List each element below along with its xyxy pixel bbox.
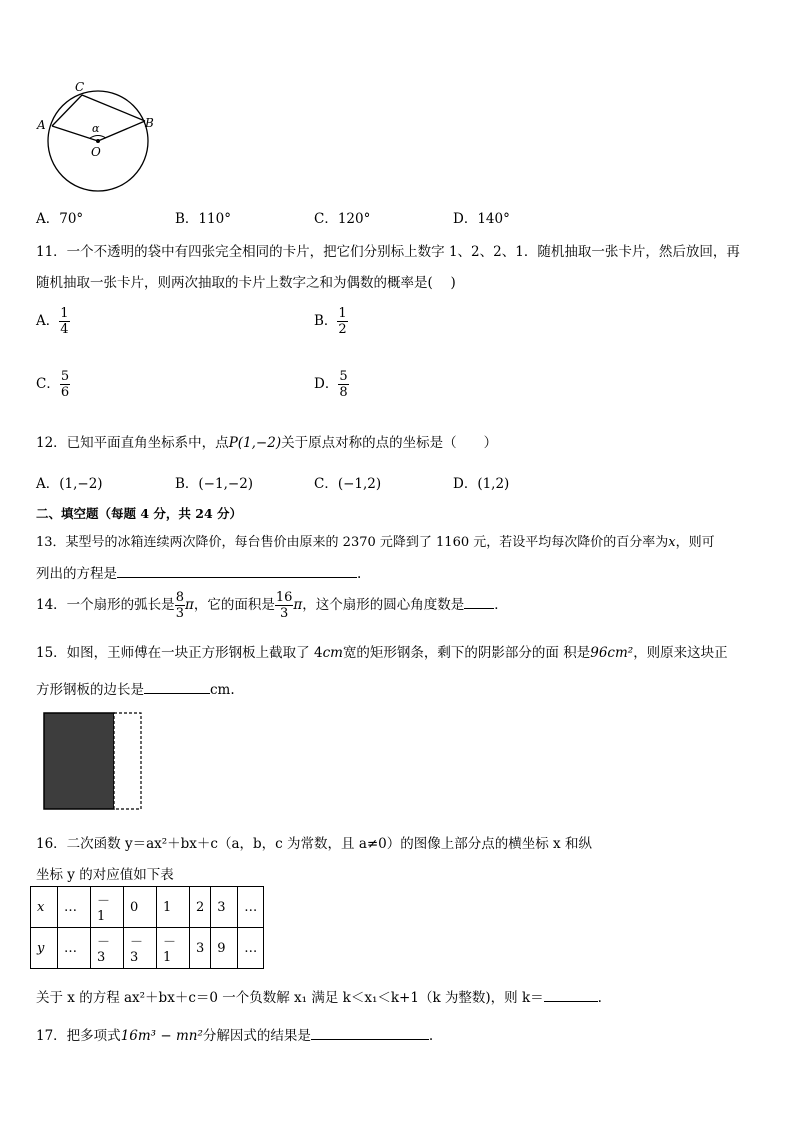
q14-suffix: ，这个扇形的圆心角度数是	[302, 597, 465, 613]
q15-line2-end: cm.	[210, 682, 235, 698]
q17-prefix: 17．把多项式	[36, 1028, 121, 1044]
table-cell: －3	[91, 928, 124, 969]
q12-suffix: 关于原点对称的点的坐标是（ ）	[281, 435, 498, 451]
table-cell: 3	[211, 887, 238, 928]
q17-suffix: 分解因式的结果是	[202, 1028, 311, 1044]
q12-point: P(1,−2)	[228, 435, 282, 451]
q12-prefix: 12．已知平面直角坐标系中，点	[36, 435, 229, 451]
table-cell: …	[238, 887, 264, 928]
q10-option-a: A．70°	[36, 211, 84, 227]
label-alpha: α	[92, 122, 100, 135]
q11-b-denominator: 2	[338, 322, 347, 337]
q11-c-numerator: 5	[60, 369, 70, 384]
circle-diagram	[30, 76, 165, 201]
q13-line2-end: .	[357, 566, 362, 582]
q11-d-denominator: 8	[339, 385, 348, 400]
q11-a-numerator: 1	[60, 306, 69, 321]
q11-line1: 11．一个不透明的袋中有四张完全相同的卡片，把它们分别标上数字 1、2、2、1．随机抽取一张卡片，然后放回，再	[36, 244, 740, 260]
q14-end: ．	[494, 597, 508, 613]
shaded-region	[44, 713, 114, 809]
table-row	[31, 928, 264, 969]
q16-value-table	[30, 886, 264, 969]
q13-line1-end: ，则可	[675, 535, 715, 550]
label-b: B	[145, 116, 154, 130]
q14-arc-numerator: 8	[175, 590, 184, 605]
q10-option-c: C．120°	[314, 211, 371, 227]
q17-stem	[36, 1024, 433, 1044]
q14-area-numerator: 16	[275, 590, 293, 605]
q11-option-b-fraction	[337, 306, 347, 337]
q13-line2-text: 列出的方程是	[36, 566, 117, 582]
q12-stem	[36, 431, 497, 451]
q11-d-numerator: 5	[339, 369, 348, 384]
q15-line1-end: ，则原来这块正	[633, 645, 728, 661]
q11-option-c	[36, 369, 70, 400]
q15-line2-text: 方形钢板的边长是	[36, 682, 144, 698]
label-c: C	[75, 80, 85, 94]
q10-option-d: D．140°	[453, 211, 510, 227]
cut-strip	[114, 713, 141, 809]
q12-option-b: B．(−1,−2)	[175, 476, 254, 492]
q14-stem	[36, 590, 508, 621]
q14-area-fraction	[275, 590, 294, 621]
q14-arc-fraction	[175, 590, 185, 621]
q17-expr: 16m³ − mn²	[120, 1028, 203, 1044]
section-2-title: 二、填空题（每题 4 分，共 24 分）	[36, 506, 243, 521]
table-cell: …	[238, 928, 264, 969]
q11-line2: 随机抽取一张卡片，则两次抽取的卡片上数字之和为偶数的概率是( )	[36, 275, 456, 291]
q14-mid: ，它的面积是	[193, 597, 275, 613]
q11-a-denominator: 4	[60, 322, 69, 337]
q11-option-a-fraction	[59, 306, 69, 337]
label-a: A	[37, 118, 46, 132]
q16-answer-blank[interactable]	[544, 1001, 598, 1002]
q15-line1	[36, 641, 728, 661]
q15-unit: cm	[322, 645, 343, 661]
q15-mid: 宽的矩形钢条，剩下的阴影部分的面 积是	[342, 645, 591, 661]
q11-option-d-fraction	[338, 369, 348, 400]
center-dot	[96, 139, 100, 143]
q14-area-denominator: 3	[279, 606, 289, 621]
q17-answer-blank[interactable]	[311, 1039, 429, 1040]
angle-arc	[90, 136, 106, 139]
table-cell: 3	[190, 928, 211, 969]
q15-line2	[36, 678, 235, 698]
q13-var: x	[668, 535, 676, 550]
q11-option-c-fraction	[60, 369, 70, 400]
q16-line3-text: 关于 x 的方程 ax²＋bx＋c＝0 一个负数解 x₁ 满足 k＜x₁＜k+1（k 为整数)，则 k＝	[36, 990, 544, 1006]
q11-option-b-label: B．	[314, 313, 338, 329]
q16-line2: 坐标 y 的对应值如下表	[36, 867, 174, 883]
q14-pi-2: π	[293, 597, 303, 613]
chord-ac	[52, 95, 82, 126]
table-cell: 2	[190, 887, 211, 928]
q12-option-a: A．(1,−2)	[36, 476, 103, 492]
q16-line3-end: .	[597, 990, 602, 1006]
table-cell: …	[58, 928, 91, 969]
steel-plate-figure	[42, 711, 144, 813]
q17-end: .	[428, 1028, 434, 1044]
table-cell: 0	[124, 887, 157, 928]
q12-option-c: C．(−1,2)	[314, 476, 382, 492]
q13-line2	[36, 562, 361, 582]
q11-option-a-label: A．	[36, 313, 60, 329]
q10-option-b: B．110°	[175, 211, 231, 227]
q11-option-d	[314, 369, 349, 400]
q16-line3	[36, 986, 602, 1006]
q14-arc-denominator: 3	[175, 606, 184, 621]
q11-option-d-label: D．	[314, 376, 339, 392]
q14-pi-1: π	[184, 597, 194, 613]
q13-text: 13．某型号的冰箱连续两次降价，每台售价由原来的 2370 元降到了 1160 元，若设平均每次降价的百分率为	[36, 535, 669, 550]
q12-option-d: D．(1,2)	[453, 476, 510, 492]
table-cell: x	[31, 887, 58, 928]
table-cell: …	[58, 887, 91, 928]
table-cell: －1	[91, 887, 124, 928]
table-cell: y	[31, 928, 58, 969]
table-cell: －1	[157, 928, 190, 969]
table-cell: 9	[211, 928, 238, 969]
table-row	[31, 887, 264, 928]
q11-option-b	[314, 306, 348, 337]
q13-line1	[36, 531, 715, 550]
q11-c-denominator: 6	[60, 385, 70, 400]
q11-option-a	[36, 306, 70, 337]
q15-prefix: 15．如图，王师傅在一块正方形钢板上截取了 4	[36, 645, 323, 661]
q11-option-c-label: C．	[36, 376, 60, 392]
q13-answer-blank[interactable]	[117, 577, 357, 578]
table-cell: 1	[157, 887, 190, 928]
q15-answer-blank[interactable]	[144, 693, 210, 694]
q16-line1: 16．二次函数 y＝ax²＋bx＋c（a，b，c 为常数，且 a≠0）的图像上部分点的横坐标 x 和纵	[36, 836, 592, 852]
q14-answer-blank[interactable]	[464, 608, 494, 609]
q11-b-numerator: 1	[338, 306, 347, 321]
table-cell: －3	[124, 928, 157, 969]
q15-area: 96cm²	[590, 645, 634, 661]
label-o: O	[91, 145, 101, 159]
q14-prefix: 14．一个扇形的弧长是	[36, 597, 175, 613]
